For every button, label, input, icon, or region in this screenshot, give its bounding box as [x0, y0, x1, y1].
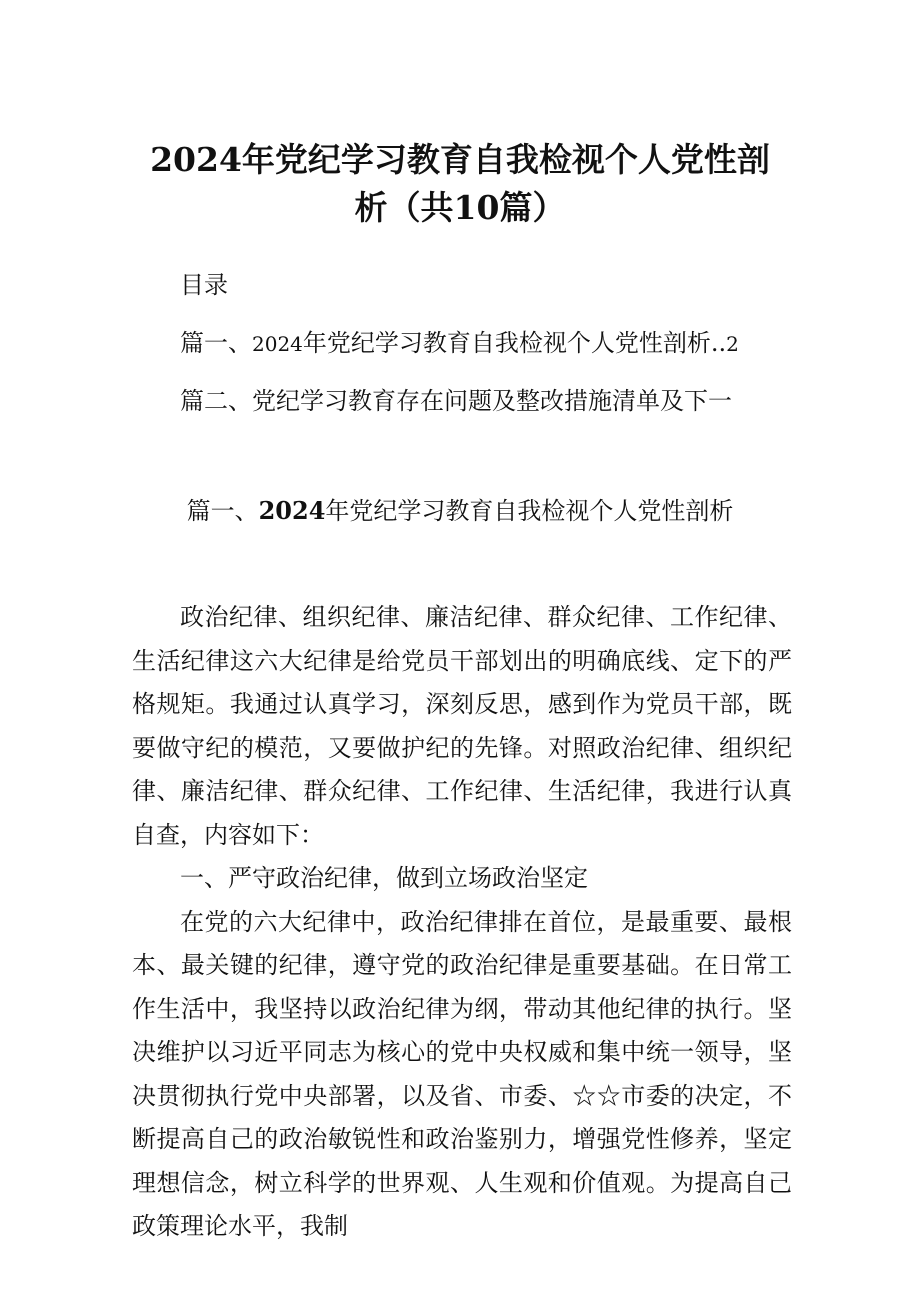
toc-item-1-page: 2 — [726, 332, 739, 356]
document-title-line-2: 析（共10篇） — [354, 188, 566, 227]
paragraph-intro: 政治纪律、组织纪律、廉洁纪律、群众纪律、工作纪律、生活纪律这六大纪律是给党员干部划出的明确底线、定下的严格规矩。我通过认真学习，深刻反思，感到作为党员干部，既要做守纪的模范，又要做护纪的先锋。对照政治纪律、组织纪律、廉洁纪律、群众纪律、工作纪律、生活纪律，我进行认真自查，内容如下： — [132, 603, 792, 849]
toc-item-2[interactable] — [180, 382, 732, 420]
section-heading-prefix: 篇一、 — [186, 497, 259, 525]
paragraph-subheading: 一、严守政治纪律，做到立场政治坚定 — [180, 864, 588, 892]
toc-item-1[interactable] — [180, 324, 739, 363]
paragraph-political-discipline: 在党的六大纪律中，政治纪律排在首位，是最重要、最根本、最关键的纪律，遵守党的政治纪律是重要基础。在日常工作生活中，我坚持以政治纪律为纲，带动其他纪律的执行。坚决维护以习近平同志为核心的党中央权威和集中统一领导，坚决贯彻执行党中央部署，以及省、市委、☆☆市委的决定，不断提高自己的政治敏锐性和政治鉴别力，增强党性修养，坚定理想信念，树立科学的世界观、人生观和价值观。为提高自己政策理论水平，我制 — [132, 907, 792, 1240]
section-heading-title: 年党纪学习教育自我检视个人党性剖析 — [325, 497, 734, 525]
toc-item-1-prefix: 篇一、 — [180, 329, 252, 357]
document-title — [120, 136, 800, 232]
toc-item-1-leader: .. — [710, 329, 727, 357]
section-heading — [100, 492, 820, 530]
body-text — [132, 596, 792, 1249]
toc-item-2-prefix: 篇二、 — [180, 387, 252, 415]
toc-item-1-number: 2024 — [252, 332, 303, 356]
toc-heading: 目录 — [180, 271, 228, 299]
toc-item-2-text: 党纪学习教育存在问题及整改措施清单及下一 — [252, 387, 732, 415]
document-title-line-1: 2024年党纪学习教育自我检视个人党性剖 — [150, 140, 770, 179]
toc-item-1-text: 年党纪学习教育自我检视个人党性剖析 — [302, 329, 711, 357]
section-heading-number: 2024 — [258, 496, 326, 525]
